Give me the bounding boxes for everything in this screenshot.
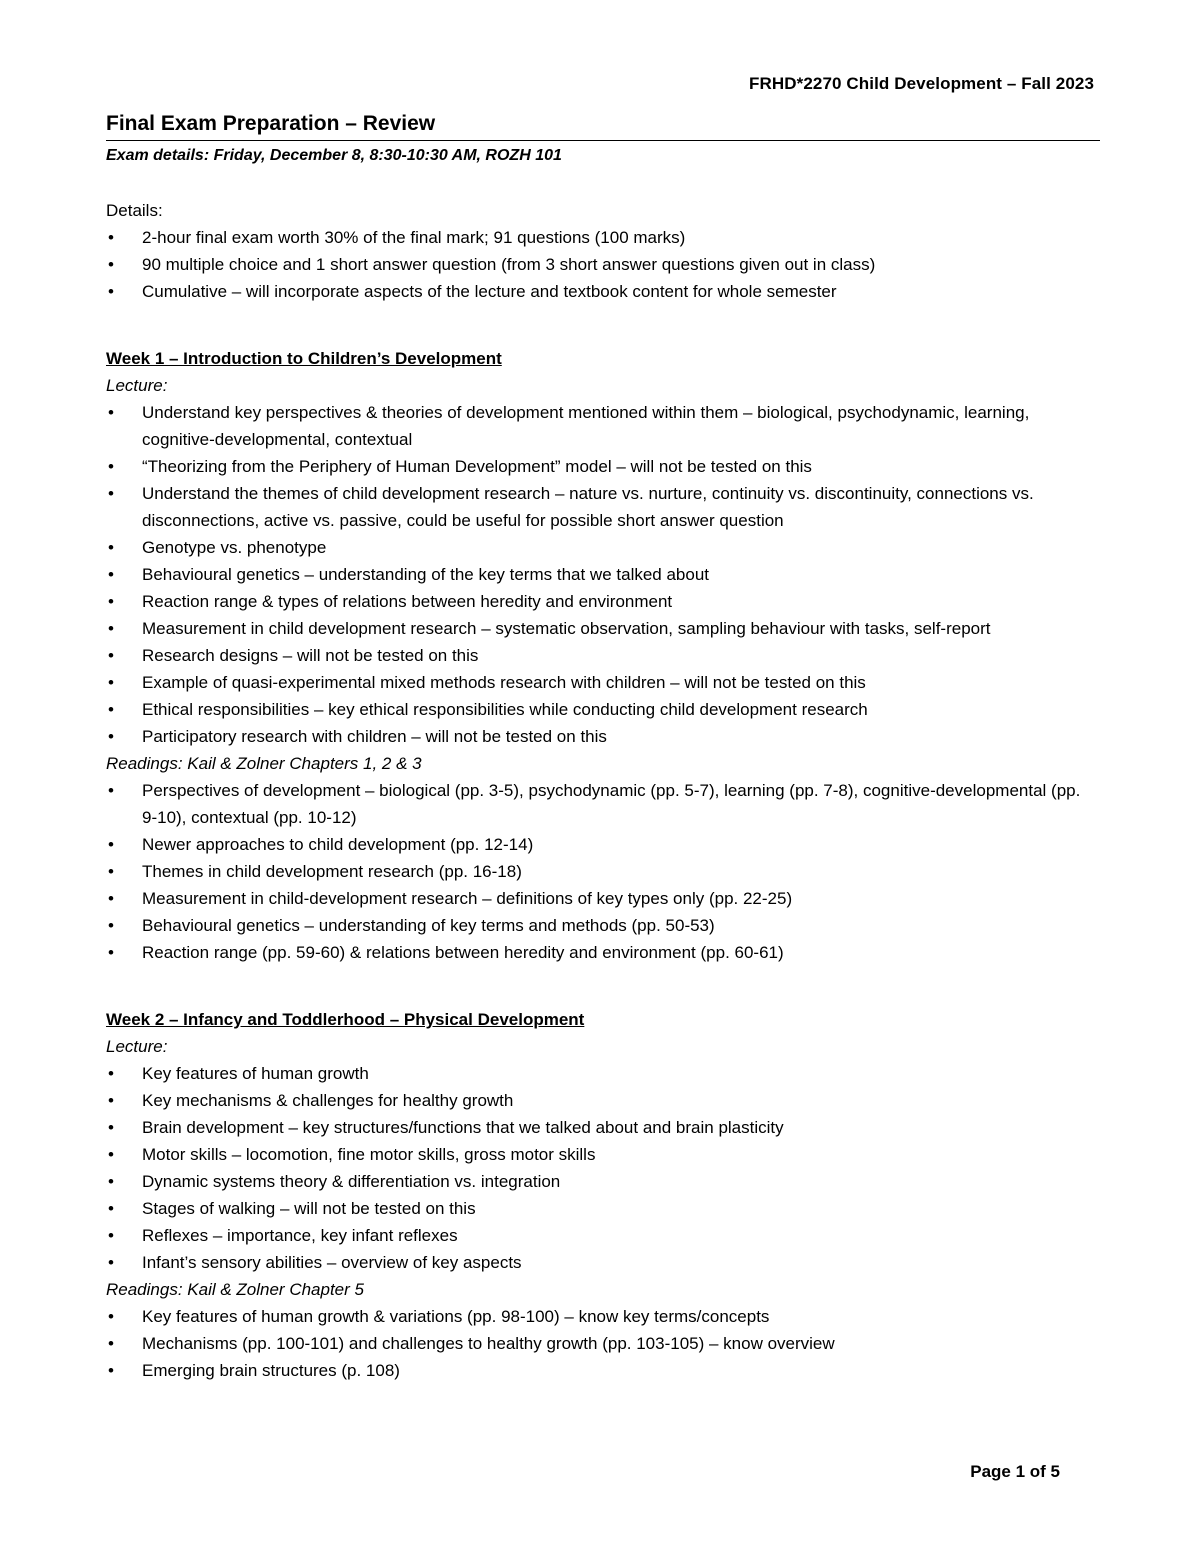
list-item [106, 1141, 1100, 1168]
list-item [106, 912, 1100, 939]
list-item-text: Stages of walking – will not be tested on this [142, 1199, 476, 1218]
list-item [106, 1330, 1100, 1357]
bullet-icon: • [108, 282, 114, 301]
list-item-text: Understand key perspectives & theories of development mentioned within them – biological, psychodynamic, learning, cognitive-developmental, contextual [142, 403, 1030, 449]
list-item [106, 480, 1100, 534]
week2-readings-list [106, 1303, 1100, 1384]
bullet-icon: • [108, 1199, 114, 1218]
bullet-icon: • [108, 228, 114, 247]
details-list [106, 224, 1100, 305]
bullet-icon: • [108, 889, 114, 908]
bullet-icon: • [108, 565, 114, 584]
list-item [106, 534, 1100, 561]
week1-heading: Week 1 – Introduction to Children’s Development [106, 349, 502, 368]
bullet-icon: • [108, 1253, 114, 1272]
list-item [106, 1195, 1100, 1222]
list-item-text: Newer approaches to child development (pp. 12-14) [142, 835, 534, 854]
list-item [106, 1060, 1100, 1087]
bullet-icon: • [108, 1145, 114, 1164]
details-label: Details: [106, 201, 163, 220]
bullet-icon: • [108, 457, 114, 476]
list-item [106, 453, 1100, 480]
list-item-text: Key features of human growth [142, 1064, 369, 1083]
list-item-text: Behavioural genetics – understanding of the key terms that we talked about [142, 565, 710, 584]
bullet-icon: • [108, 943, 114, 962]
list-item-text: 2-hour final exam worth 30% of the final mark; 91 questions (100 marks) [142, 228, 686, 247]
list-item [106, 278, 1100, 305]
list-item-text: Understand the themes of child development research – nature vs. nurture, continuity vs. discontinuity, connections vs. disconnections, active vs. passive, could be useful for possible short answer question [142, 484, 1034, 530]
list-item [106, 251, 1100, 278]
bullet-icon: • [108, 1334, 114, 1353]
week1-readings-list [106, 777, 1100, 966]
list-item [106, 1168, 1100, 1195]
list-item-text: Example of quasi-experimental mixed methods research with children – will not be tested on this [142, 673, 866, 692]
document-body [106, 110, 1100, 1384]
bullet-icon: • [108, 1172, 114, 1191]
list-item-text: 90 multiple choice and 1 short answer question (from 3 short answer questions given out in class) [142, 255, 876, 274]
bullet-icon: • [108, 835, 114, 854]
list-item [106, 1303, 1100, 1330]
list-item-text: Reaction range (pp. 59-60) & relations between heredity and environment (pp. 60-61) [142, 943, 784, 962]
week1-section [106, 345, 1100, 966]
list-item-text: Behavioural genetics – understanding of key terms and methods (pp. 50-53) [142, 916, 715, 935]
bullet-icon: • [108, 1361, 114, 1380]
list-item [106, 723, 1100, 750]
list-item [106, 1249, 1100, 1276]
list-item [106, 885, 1100, 912]
week2-lecture-label: Lecture: [106, 1037, 168, 1056]
list-item-text: Brain development – key structures/functions that we talked about and brain plasticity [142, 1118, 784, 1137]
list-item [106, 1222, 1100, 1249]
bullet-icon: • [108, 727, 114, 746]
bullet-icon: • [108, 1226, 114, 1245]
bullet-icon: • [108, 1118, 114, 1137]
bullet-icon: • [108, 619, 114, 638]
list-item-text: Reaction range & types of relations between heredity and environment [142, 592, 673, 611]
bullet-icon: • [108, 484, 114, 503]
week1-lecture-list [106, 399, 1100, 750]
list-item-text: “Theorizing from the Periphery of Human Development” model – will not be tested on this [142, 457, 812, 476]
bullet-icon: • [108, 1307, 114, 1326]
list-item [106, 939, 1100, 966]
list-item [106, 858, 1100, 885]
bullet-icon: • [108, 1064, 114, 1083]
list-item-text: Motor skills – locomotion, fine motor skills, gross motor skills [142, 1145, 596, 1164]
list-item-text: Measurement in child-development research – definitions of key types only (pp. 22-25) [142, 889, 793, 908]
running-header: FRHD*2270 Child Development – Fall 2023 [749, 74, 1094, 93]
page-number: Page 1 of 5 [970, 1462, 1060, 1481]
list-item [106, 561, 1100, 588]
list-item [106, 642, 1100, 669]
list-item [106, 831, 1100, 858]
list-item [106, 588, 1100, 615]
list-item-text: Research designs – will not be tested on this [142, 646, 479, 665]
list-item [106, 777, 1100, 831]
list-item [106, 615, 1100, 642]
list-item-text: Cumulative – will incorporate aspects of the lecture and textbook content for whole semester [142, 282, 837, 301]
list-item-text: Perspectives of development – biological (pp. 3-5), psychodynamic (pp. 5-7), learning (pp. 7-8), cognitive-developmental (pp. 9-10), contextual (pp. 10-12) [142, 781, 1081, 827]
week1-readings-label: Readings: Kail & Zolner Chapters 1, 2 & 3 [106, 754, 422, 773]
bullet-icon: • [108, 916, 114, 935]
bullet-icon: • [108, 862, 114, 881]
bullet-icon: • [108, 673, 114, 692]
list-item-text: Genotype vs. phenotype [142, 538, 327, 557]
list-item-text: Participatory research with children – will not be tested on this [142, 727, 607, 746]
list-item-text: Reflexes – importance, key infant reflexes [142, 1226, 458, 1245]
week2-section [106, 1006, 1100, 1384]
list-item [106, 399, 1100, 453]
list-item [106, 1114, 1100, 1141]
list-item-text: Emerging brain structures (p. 108) [142, 1361, 400, 1380]
list-item-text: Measurement in child development research – systematic observation, sampling behaviour with tasks, self-report [142, 619, 991, 638]
bullet-icon: • [108, 646, 114, 665]
bullet-icon: • [108, 781, 114, 800]
list-item-text: Mechanisms (pp. 100-101) and challenges to healthy growth (pp. 103-105) – know overview [142, 1334, 835, 1353]
week1-lecture-label: Lecture: [106, 376, 168, 395]
bullet-icon: • [108, 403, 114, 422]
list-item [106, 669, 1100, 696]
exam-details: Exam details: Friday, December 8, 8:30-10:30 AM, ROZH 101 [106, 147, 562, 164]
bullet-icon: • [108, 592, 114, 611]
week2-lecture-list [106, 1060, 1100, 1276]
list-item [106, 1357, 1100, 1384]
bullet-icon: • [108, 255, 114, 274]
list-item-text: Infant’s sensory abilities – overview of key aspects [142, 1253, 522, 1272]
bullet-icon: • [108, 538, 114, 557]
week2-heading: Week 2 – Infancy and Toddlerhood – Physical Development [106, 1010, 585, 1029]
bullet-icon: • [108, 700, 114, 719]
list-item [106, 224, 1100, 251]
list-item [106, 1087, 1100, 1114]
list-item-text: Key features of human growth & variations (pp. 98-100) – know key terms/concepts [142, 1307, 770, 1326]
list-item-text: Ethical responsibilities – key ethical responsibilities while conducting child development research [142, 700, 868, 719]
list-item [106, 696, 1100, 723]
page-title: Final Exam Preparation – Review [106, 110, 1100, 141]
list-item-text: Dynamic systems theory & differentiation vs. integration [142, 1172, 561, 1191]
week2-readings-label: Readings: Kail & Zolner Chapter 5 [106, 1280, 364, 1299]
list-item-text: Themes in child development research (pp. 16-18) [142, 862, 522, 881]
list-item-text: Key mechanisms & challenges for healthy growth [142, 1091, 514, 1110]
bullet-icon: • [108, 1091, 114, 1110]
